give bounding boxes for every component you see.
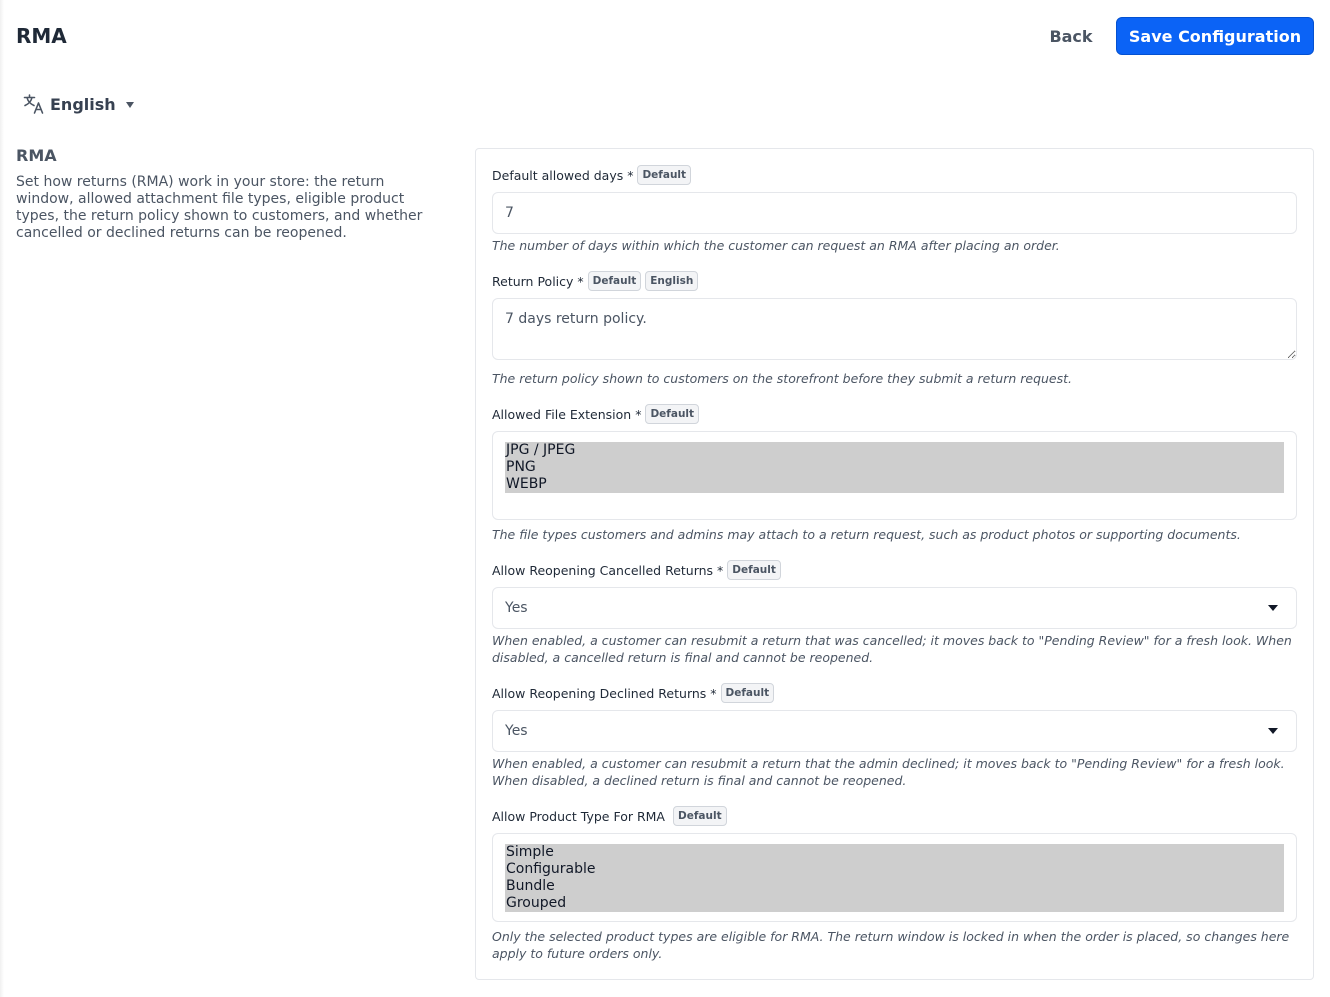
reopen-declined-label: Allow Reopening Declined Returns * <box>492 685 717 701</box>
multiselect-option[interactable]: Configurable <box>505 861 1284 878</box>
select-value: Yes <box>505 600 528 616</box>
page-edge <box>0 0 4 997</box>
return-policy-field-label <box>492 270 698 292</box>
multiselect-option[interactable]: Grouped <box>505 895 1284 912</box>
reopen-cancelled-label: Allow Reopening Cancelled Returns * <box>492 562 724 578</box>
file-extension-help: The file types customers and admins may attach to a return request, such as product photos or supporting documents. <box>492 527 1241 542</box>
file-extension-field-label <box>492 403 699 425</box>
locale-switcher[interactable] <box>22 91 142 117</box>
default-badge: Default <box>673 806 727 826</box>
reopen-declined-select[interactable] <box>492 710 1297 752</box>
return-policy-help: The return policy shown to customers on the storefront before they submit a return request. <box>492 371 1072 386</box>
file-extension-multiselect[interactable] <box>492 431 1297 520</box>
product-type-field-label <box>492 805 727 827</box>
product-type-label: Allow Product Type For RMA <box>492 808 665 824</box>
select-value: Yes <box>505 723 528 739</box>
default-badge: Default <box>588 271 642 291</box>
product-type-multiselect[interactable] <box>492 833 1297 922</box>
locale-label: English <box>50 94 116 114</box>
section-description: Set how returns (RMA) work in your store: the return window, allowed attachment file types, eligible product types, the return policy shown to customers, and whether cancelled or declined returns can be reopened. <box>16 174 423 241</box>
default-badge: Default <box>637 165 691 185</box>
save-configuration-button[interactable]: Save Configuration <box>1116 17 1314 55</box>
chevron-down-icon <box>126 102 134 108</box>
locale-badge: English <box>645 271 698 291</box>
allowed-days-field-label <box>492 164 691 186</box>
allowed-days-label: Default allowed days * <box>492 167 634 183</box>
reopen-declined-field-label <box>492 682 774 704</box>
reopen-cancelled-field-label <box>492 559 781 581</box>
reopen-cancelled-select[interactable] <box>492 587 1297 629</box>
return-policy-label: Return Policy * <box>492 273 584 289</box>
allowed-days-input[interactable] <box>492 192 1297 234</box>
reopen-declined-help: When enabled, a customer can resubmit a return that the admin declined; it moves back to "Pending Review" for a fresh look. When disabled, a declined return is final and cannot be reopened. <box>492 756 1285 788</box>
multiselect-option[interactable]: JPG / JPEG <box>505 442 1284 459</box>
return-policy-textarea[interactable] <box>492 298 1297 360</box>
default-badge: Default <box>721 683 775 703</box>
chevron-down-icon <box>1268 605 1278 611</box>
default-badge: Default <box>645 404 699 424</box>
default-badge: Default <box>727 560 781 580</box>
reopen-cancelled-help: When enabled, a customer can resubmit a return that was cancelled; it moves back to "Pending Review" for a fresh look. When disabled, a cancelled return is final and cannot be reopened. <box>492 633 1292 665</box>
back-button[interactable]: Back <box>1038 17 1104 55</box>
translate-icon <box>22 92 46 116</box>
product-type-help: Only the selected product types are eligible for RMA. The return window is locked in when the order is placed, so changes here apply to future orders only. <box>492 929 1290 961</box>
multiselect-option[interactable]: Bundle <box>505 878 1284 895</box>
file-extension-label: Allowed File Extension * <box>492 406 642 422</box>
page-title: RMA <box>16 24 67 48</box>
multiselect-option[interactable]: Simple <box>505 844 1284 861</box>
chevron-down-icon <box>1268 728 1278 734</box>
multiselect-option[interactable]: WEBP <box>505 476 1284 493</box>
allowed-days-help: The number of days within which the customer can request an RMA after placing an order. <box>492 238 1060 253</box>
multiselect-option[interactable]: PNG <box>505 459 1284 476</box>
section-title: RMA <box>16 146 57 165</box>
